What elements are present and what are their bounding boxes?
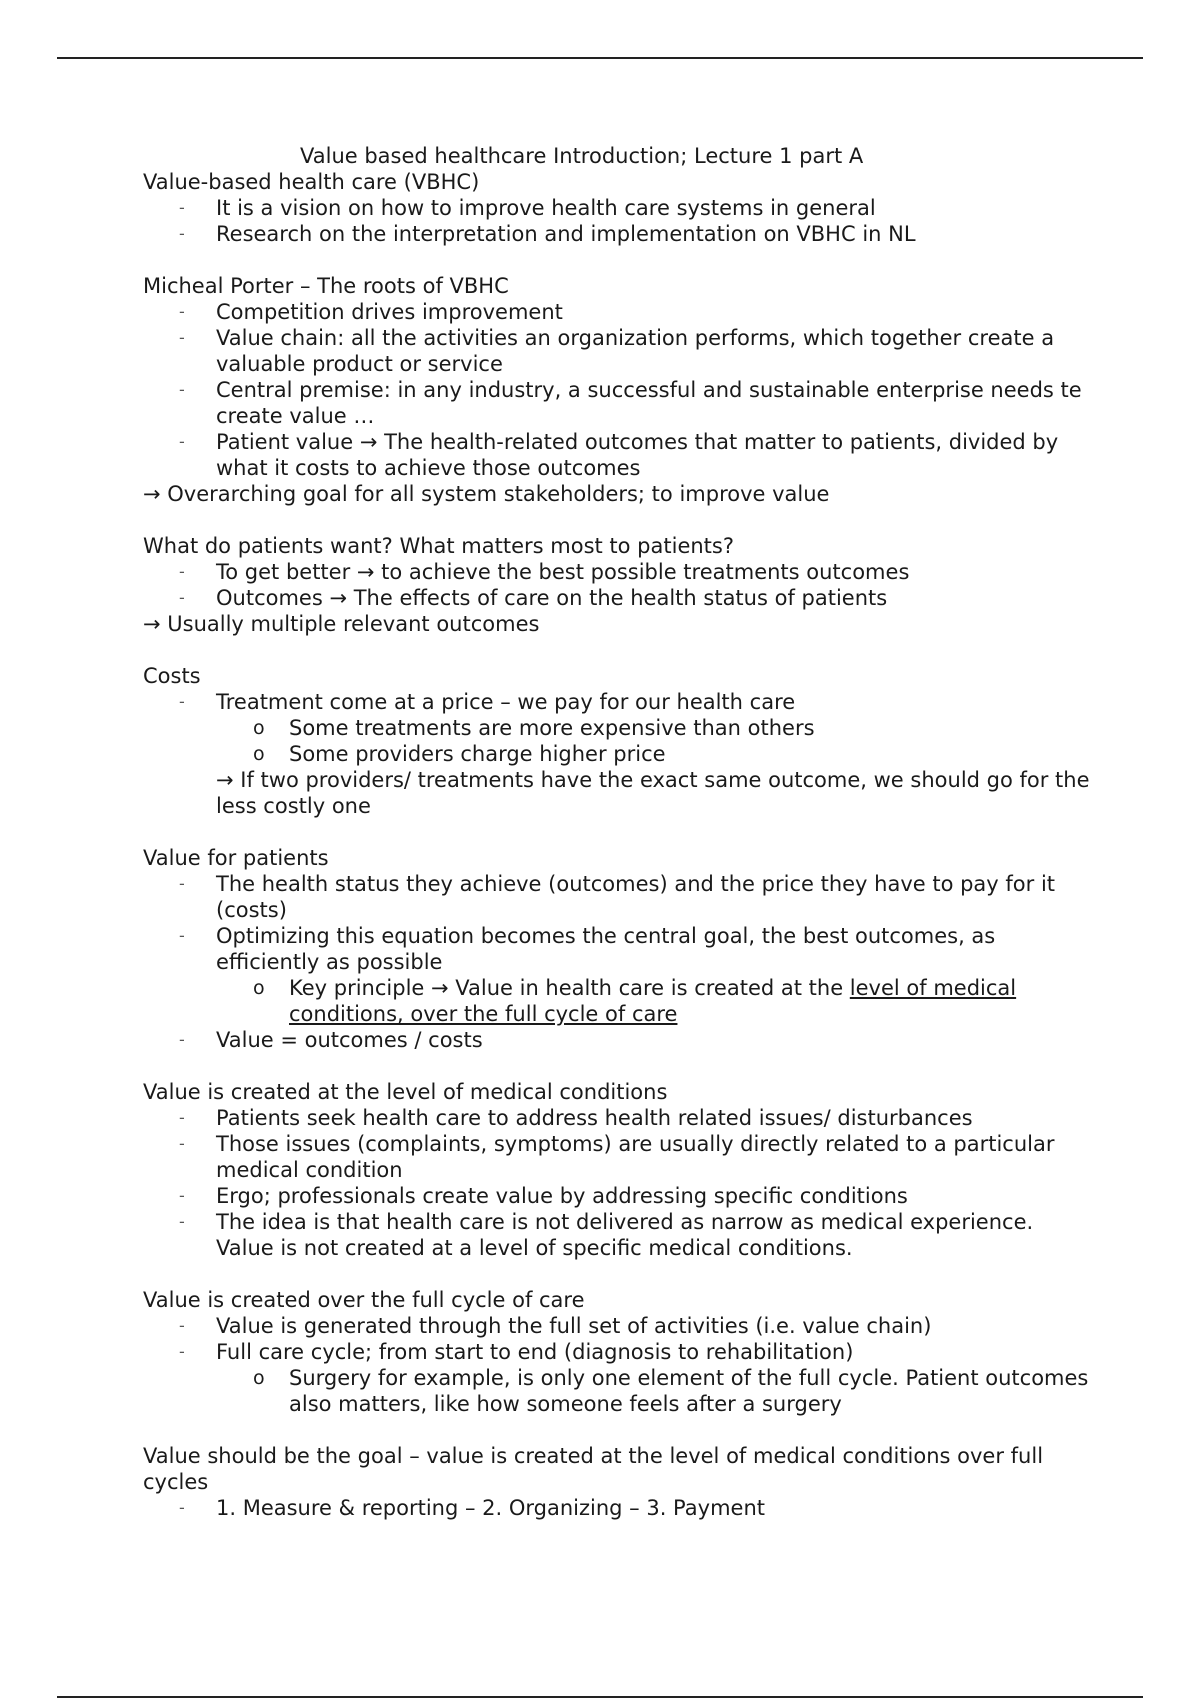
bullet-text: Optimizing this equation becomes the central goal, the best outcomes, as efficiently as possible: [216, 924, 996, 974]
section-costs: [143, 663, 1093, 819]
section-porter: [143, 273, 1093, 507]
section-heading: Micheal Porter – The roots of VBHC: [143, 274, 509, 298]
sub-bullet-list: [216, 975, 1093, 1027]
bullet-text: Value chain: all the activities an organization performs, which together create a valuable product or service: [216, 326, 1055, 376]
bullet-text: The idea is that health care is not delivered as narrow as medical experience. Value is not created at a level of specific medical conditions.: [216, 1210, 1034, 1260]
section-heading: Value-based health care (VBHC): [143, 170, 480, 194]
bullet-text: Ergo; professionals create value by addressing specific conditions: [216, 1184, 908, 1208]
bullet-list: [143, 1313, 1093, 1417]
sub-bullet-text: Surgery for example, is only one element of the full cycle. Patient outcomes also matters, like how someone feels after a surgery: [289, 1366, 1089, 1416]
section-heading: Value is created at the level of medical conditions: [143, 1080, 668, 1104]
list-item: [143, 1495, 1093, 1521]
section-heading: Value for patients: [143, 846, 329, 870]
bullet-text: It is a vision on how to improve health care systems in general: [216, 196, 876, 220]
list-item: [143, 871, 1093, 923]
section-patients-want: [143, 533, 1093, 637]
circle-bullet-icon: o: [253, 717, 265, 739]
bullet-list: [143, 195, 1093, 247]
list-item: [143, 429, 1093, 481]
page-title: Value based healthcare Introduction; Lecture 1 part A: [300, 144, 864, 168]
bullet-text: Full care cycle; from start to end (diagnosis to rehabilitation): [216, 1340, 854, 1364]
bullet-text: Those issues (complaints, symptoms) are usually directly related to a particular medical condition: [216, 1132, 1055, 1182]
sub-bullet-text: Some treatments are more expensive than others: [289, 716, 815, 740]
dash-bullet-icon: -: [179, 302, 185, 321]
dash-bullet-icon: -: [179, 588, 185, 607]
section-heading: Value should be the goal – value is created at the level of medical conditions over full cycles: [143, 1444, 1044, 1494]
section-value-goal: [143, 1443, 1093, 1521]
dash-bullet-icon: -: [179, 562, 185, 581]
section-full-cycle: [143, 1287, 1093, 1417]
section-heading: Costs: [143, 664, 201, 688]
dash-bullet-icon: -: [179, 1316, 185, 1335]
dash-bullet-icon: -: [179, 1108, 185, 1127]
section-heading: What do patients want? What matters most to patients?: [143, 534, 735, 558]
bullet-list: [143, 559, 1093, 611]
bullet-text: Patient value → The health-related outcomes that matter to patients, divided by what it costs to achieve those outcomes: [216, 430, 1059, 480]
bullet-text: Value is generated through the full set of activities (i.e. value chain): [216, 1314, 932, 1338]
dash-bullet-icon: -: [179, 1342, 185, 1361]
bullet-text: Value = outcomes / costs: [216, 1028, 483, 1052]
sub-bullet-list: [216, 1365, 1093, 1417]
dash-bullet-icon: -: [179, 874, 185, 893]
bullet-text: Central premise: in any industry, a successful and sustainable enterprise needs te create value …: [216, 378, 1082, 428]
section-note: → If two providers/ treatments have the exact same outcome, we should go for the less costly one: [216, 768, 1090, 818]
list-item: [143, 195, 1093, 221]
dash-bullet-icon: -: [179, 692, 185, 711]
list-item: [143, 1131, 1093, 1183]
section-vbhc: [143, 169, 1093, 247]
bullet-text: Outcomes → The effects of care on the health status of patients: [216, 586, 888, 610]
section-value-for-patients: [143, 845, 1093, 1053]
document-body: [143, 143, 1093, 1547]
bullet-text: Treatment come at a price – we pay for our health care: [216, 690, 796, 714]
section-conclusion: → Usually multiple relevant outcomes: [143, 612, 540, 636]
list-item: [143, 1209, 1093, 1261]
list-item: [143, 1105, 1093, 1131]
sub-bullet-text: Some providers charge higher price: [289, 742, 666, 766]
list-item: [143, 1313, 1093, 1339]
section-heading: Value is created over the full cycle of care: [143, 1288, 585, 1312]
section-medical-conditions: [143, 1079, 1093, 1261]
top-rule: [57, 57, 1143, 59]
circle-bullet-icon: o: [253, 743, 265, 765]
dash-bullet-icon: -: [179, 926, 185, 945]
list-item: [143, 1183, 1093, 1209]
list-item: [216, 715, 1093, 741]
dash-bullet-icon: -: [179, 224, 185, 243]
bullet-text: 1. Measure & reporting – 2. Organizing – 3. Payment: [216, 1496, 765, 1520]
list-item: [143, 585, 1093, 611]
bullet-text: To get better → to achieve the best possible treatments outcomes: [216, 560, 910, 584]
bottom-rule: [57, 1696, 1143, 1698]
list-item: [143, 1339, 1093, 1417]
list-item: [216, 1365, 1093, 1417]
bullet-text: The health status they achieve (outcomes) and the price they have to pay for it (costs): [216, 872, 1056, 922]
underlined-text: level of medical conditions, over the full cycle of care: [289, 976, 1017, 1026]
list-item: [143, 923, 1093, 1027]
bullet-text: Competition drives improvement: [216, 300, 563, 324]
dash-bullet-icon: -: [179, 198, 185, 217]
bullet-list: [143, 1105, 1093, 1261]
bullet-list: [143, 299, 1093, 481]
list-item: [216, 975, 1093, 1027]
list-item: [143, 221, 1093, 247]
dash-bullet-icon: -: [179, 380, 185, 399]
bullet-text: Patients seek health care to address health related issues/ disturbances: [216, 1106, 973, 1130]
circle-bullet-icon: o: [253, 977, 265, 999]
section-conclusion: → Overarching goal for all system stakeholders; to improve value: [143, 482, 830, 506]
bullet-list: [143, 1495, 1093, 1521]
dash-bullet-icon: -: [179, 1498, 185, 1517]
list-item: [143, 689, 1093, 819]
dash-bullet-icon: -: [179, 1134, 185, 1153]
list-item: [143, 1027, 1093, 1053]
dash-bullet-icon: -: [179, 432, 185, 451]
circle-bullet-icon: o: [253, 1367, 265, 1389]
list-item: [143, 377, 1093, 429]
bullet-list: [143, 689, 1093, 819]
dash-bullet-icon: -: [179, 1186, 185, 1205]
list-item: [143, 559, 1093, 585]
dash-bullet-icon: -: [179, 1030, 185, 1049]
sub-bullet-text: Key principle → Value in health care is created at the: [289, 976, 850, 1000]
bullet-text: Research on the interpretation and implementation on VBHC in NL: [216, 222, 916, 246]
bullet-list: [143, 871, 1093, 1053]
list-item: [143, 325, 1093, 377]
dash-bullet-icon: -: [179, 1212, 185, 1231]
sub-bullet-list: [216, 715, 1093, 767]
list-item: [143, 299, 1093, 325]
dash-bullet-icon: -: [179, 328, 185, 347]
list-item: [216, 741, 1093, 767]
